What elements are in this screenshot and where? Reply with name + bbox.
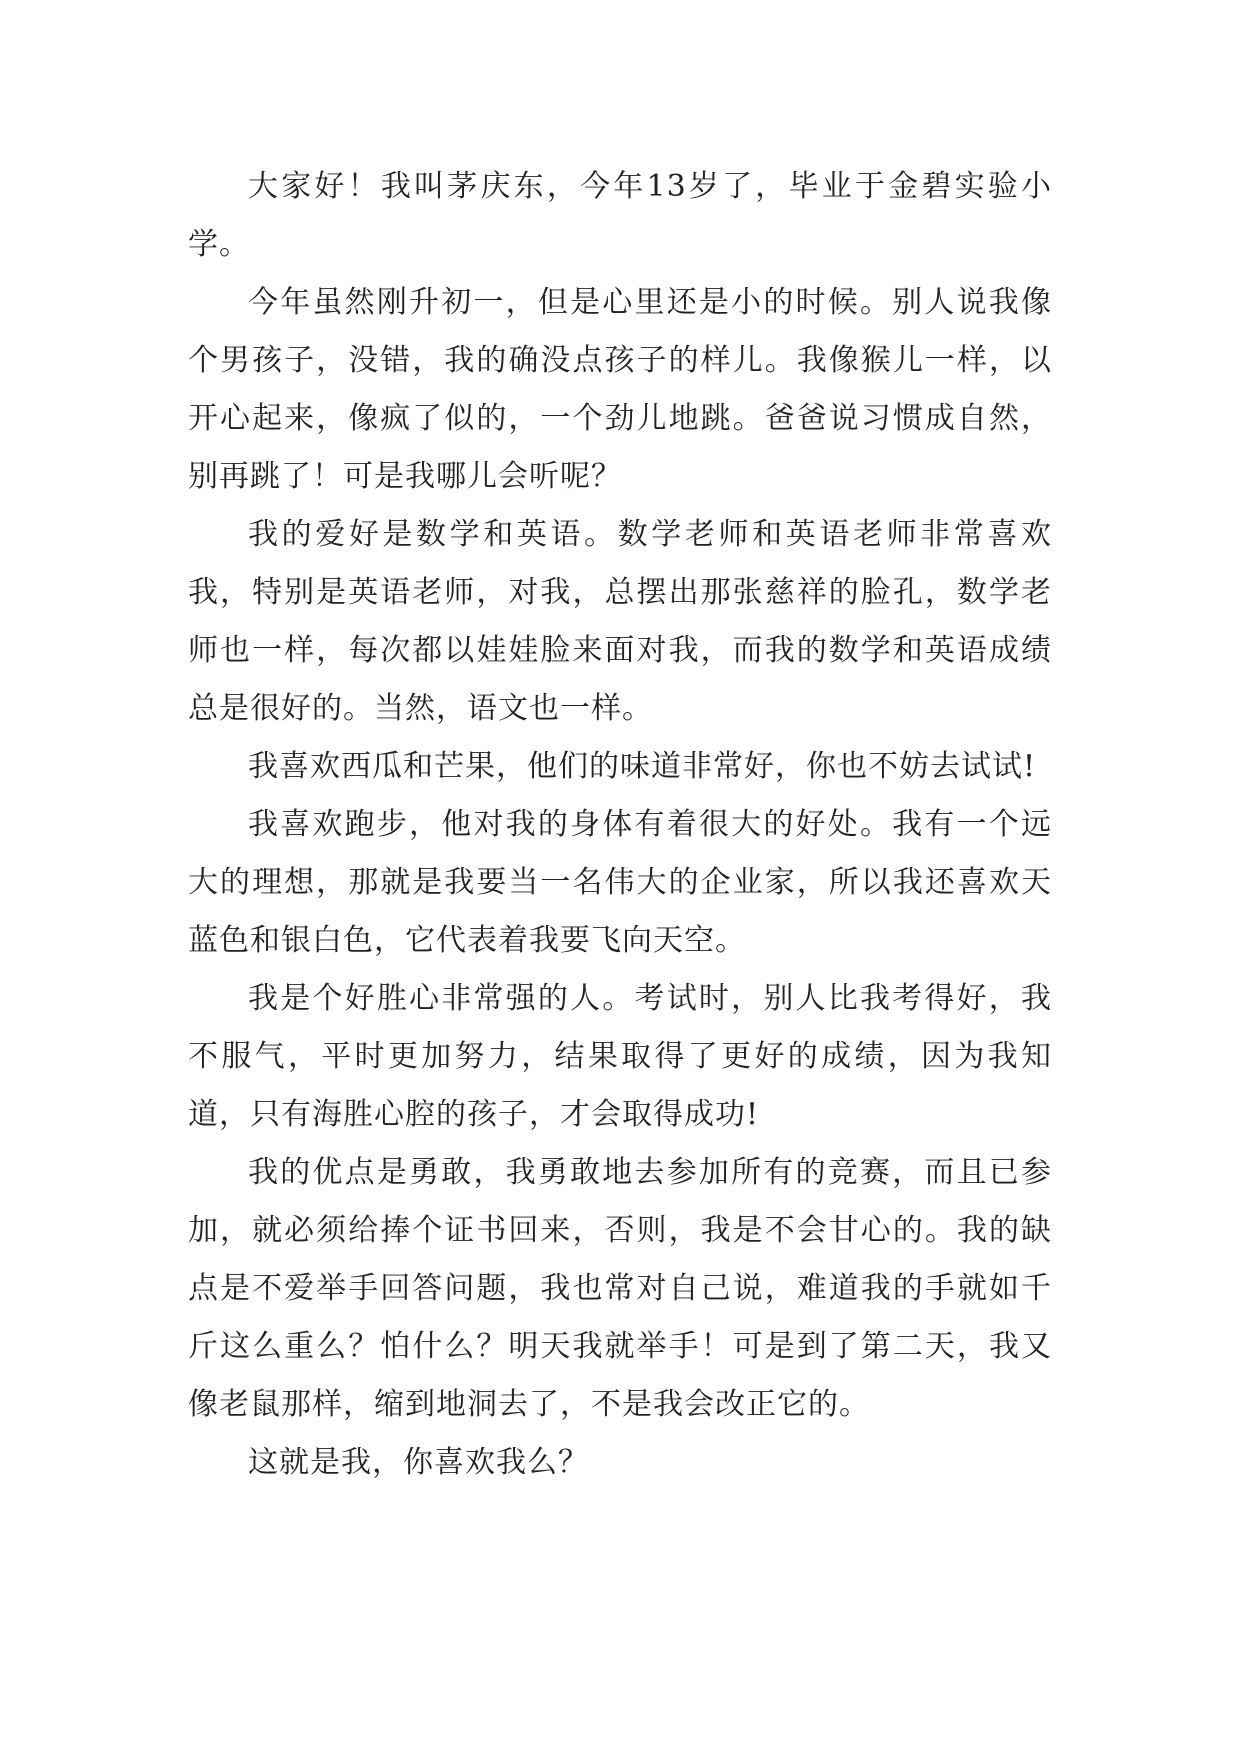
paragraph-competitive: 我是个好胜心非常强的人。考试时，别人比我考得好，我不服气，平时更加努力，结果取得了更好的成绩，因为我知道，只有海胜心腔的孩子，才会取得成功! <box>188 981 1052 1132</box>
paragraph-personality: 今年虽然刚升初一，但是心里还是小的时候。别人说我像个男孩子，没错，我的确没点孩子的样儿。我像猴儿一样，以开心起来，像疯了似的，一个劲儿地跳。爸爸说习惯成自然，别再跳了！可是我哪儿会听呢？ <box>188 285 1052 494</box>
paragraph-running-dream: 我喜欢跑步，他对我的身体有着很大的好处。我有一个远大的理想，那就是我要当一名伟大的企业家，所以我还喜欢天蓝色和银白色，它代表着我要飞向天空。 <box>188 807 1052 958</box>
paragraph-intro: 大家好！我叫茅庆东，今年13岁了，毕业于金碧实验小学。 <box>188 169 1052 262</box>
paragraph-hobbies: 我的爱好是数学和英语。数学老师和英语老师非常喜欢我，特别是英语老师，对我，总摆出那张慈祥的脸孔，数学老师也一样，每次都以娃娃脸来面对我，而我的数学和英语成绩总是很好的。当然，语文也一样。 <box>188 517 1052 726</box>
paragraph-strengths-weaknesses: 我的优点是勇敢，我勇敢地去参加所有的竞赛，而且已参加，就必须给捧个证书回来，否则，我是不会甘心的。我的缺点是不爱举手回答问题，我也常对自己说，难道我的手就如千斤这么重么？怕什么？明天我就举手！可是到了第二天，我又像老鼠那样，缩到地洞去了，不是我会改正它的。 <box>188 1155 1052 1422</box>
paragraph-fruits: 我喜欢西瓜和芒果，他们的味道非常好，你也不妨去试试! <box>248 749 1037 784</box>
document-body <box>188 158 1052 1492</box>
paragraph-closing: 这就是我，你喜欢我么？ <box>248 1445 589 1480</box>
